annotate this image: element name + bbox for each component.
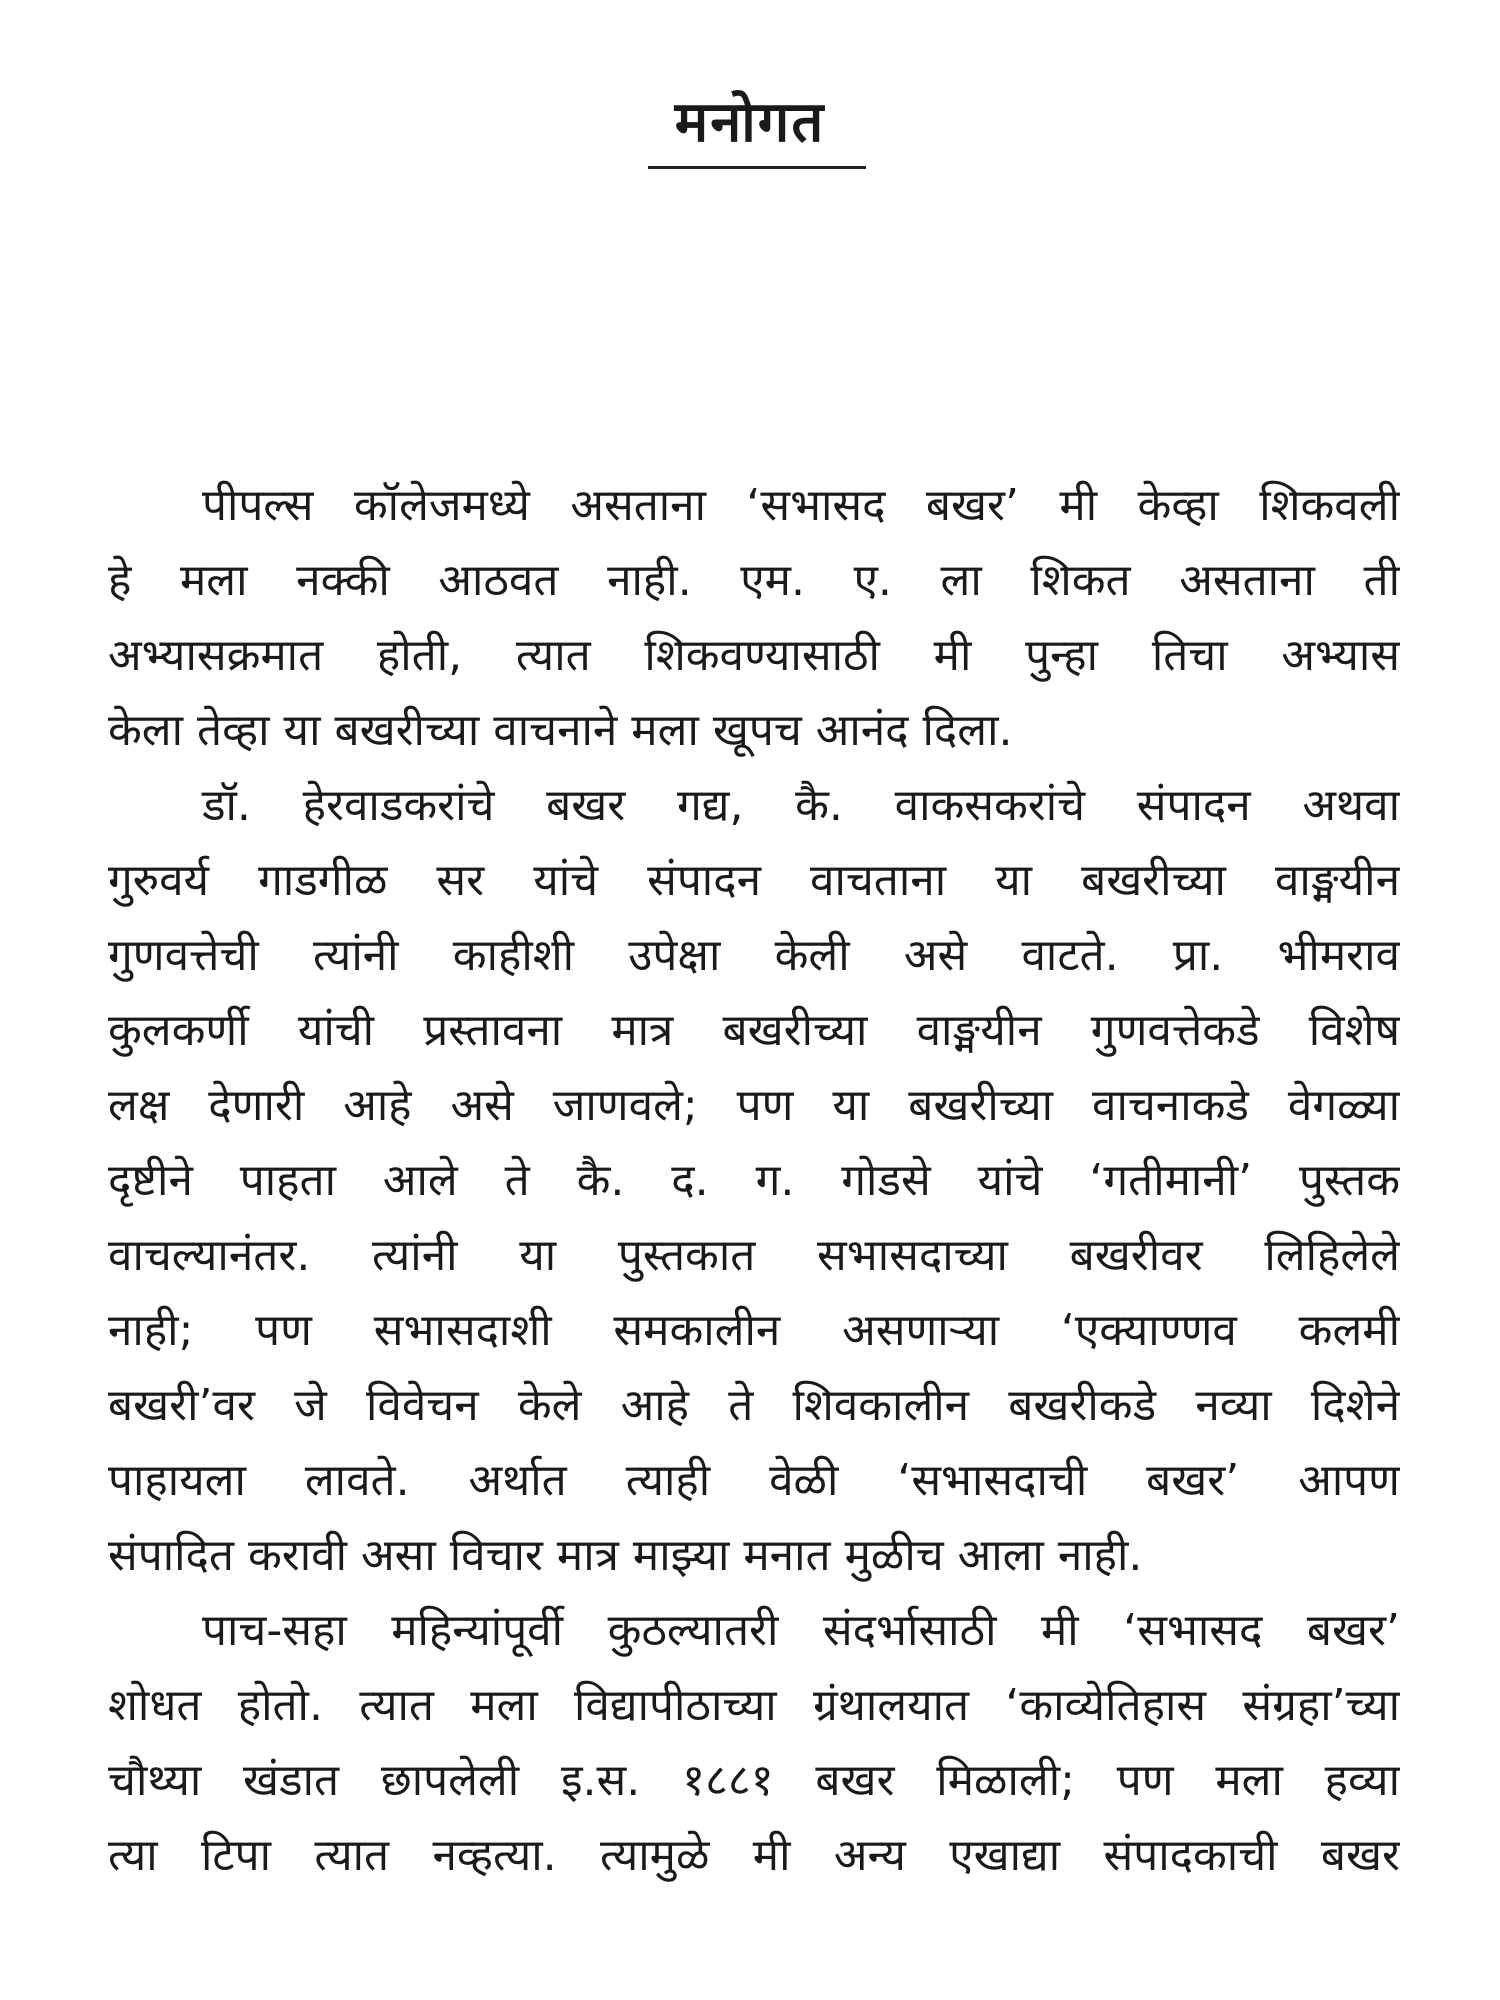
- text-line: गुरुवर्य गाडगीळ सर यांचे संपादन वाचताना या बखरीच्या वाङ्मयीन: [108, 855, 1400, 906]
- text-line: लक्ष देणारी आहे असे जाणवले; पण या बखरीच्या वाचनाकडे वेगळ्या: [108, 1080, 1400, 1131]
- title-underline: [648, 166, 866, 169]
- text-line: दृष्टीने पाहता आले ते कै. द. ग. गोडसे यांचे ‘गतीमानी’ पुस्तक: [108, 1155, 1400, 1206]
- text-line: बखरी’वर जे विवेचन केले आहे ते शिवकालीन बखरीकडे नव्या दिशेने: [108, 1380, 1400, 1431]
- text-line: पाच-सहा महिन्यांपूर्वी कुठल्यातरी संदर्भासाठी मी ‘सभासद बखर’: [202, 1605, 1400, 1656]
- page-title: मनोगत: [674, 90, 826, 155]
- text-line: हे मला नक्की आठवत नाही. एम. ए. ला शिकत असताना ती: [108, 555, 1400, 606]
- text-line: डॉ. हेरवाडकरांचे बखर गद्य, कै. वाकसकरांचे संपादन अथवा: [202, 780, 1400, 831]
- text-line: पाहायला लावते. अर्थात त्याही वेळी ‘सभासदाची बखर’ आपण: [108, 1455, 1400, 1506]
- text-line: केला तेव्हा या बखरीच्या वाचनाने मला खूपच आनंद दिला.: [108, 705, 1013, 756]
- text-line: नाही; पण सभासदाशी समकालीन असणाऱ्या ‘एक्याण्णव कलमी: [108, 1305, 1400, 1356]
- text-line: वाचल्यानंतर. त्यांनी या पुस्तकात सभासदाच्या बखरीवर लिहिलेले: [108, 1230, 1400, 1281]
- text-line: शोधत होतो. त्यात मला विद्यापीठाच्या ग्रंथालयात ‘काव्येतिहास संग्रहा’च्या: [108, 1680, 1400, 1731]
- text-line: संपादित करावी असा विचार मात्र माझ्या मनात मुळीच आला नाही.: [108, 1530, 1143, 1581]
- text-line: कुलकर्णी यांची प्रस्तावना मात्र बखरीच्या वाङ्मयीन गुणवत्तेकडे विशेष: [108, 1005, 1400, 1056]
- text-line: चौथ्या खंडात छापलेली इ.स. १८८१ बखर मिळाली; पण मला हव्या: [108, 1755, 1400, 1806]
- text-line: पीपल्स कॉलेजमध्ये असताना ‘सभासद बखर’ मी केव्हा शिकवली: [202, 480, 1400, 531]
- text-line: त्या टिपा त्यात नव्हत्या. त्यामुळे मी अन्य एखाद्या संपादकाची बखर: [108, 1830, 1400, 1881]
- text-line: गुणवत्तेची त्यांनी काहीशी उपेक्षा केली असे वाटते. प्रा. भीमराव: [108, 930, 1400, 981]
- body-text: [108, 468, 1400, 1893]
- text-line: अभ्यासक्रमात होती, त्यात शिकवण्यासाठी मी पुन्हा तिचा अभ्यास: [108, 630, 1400, 681]
